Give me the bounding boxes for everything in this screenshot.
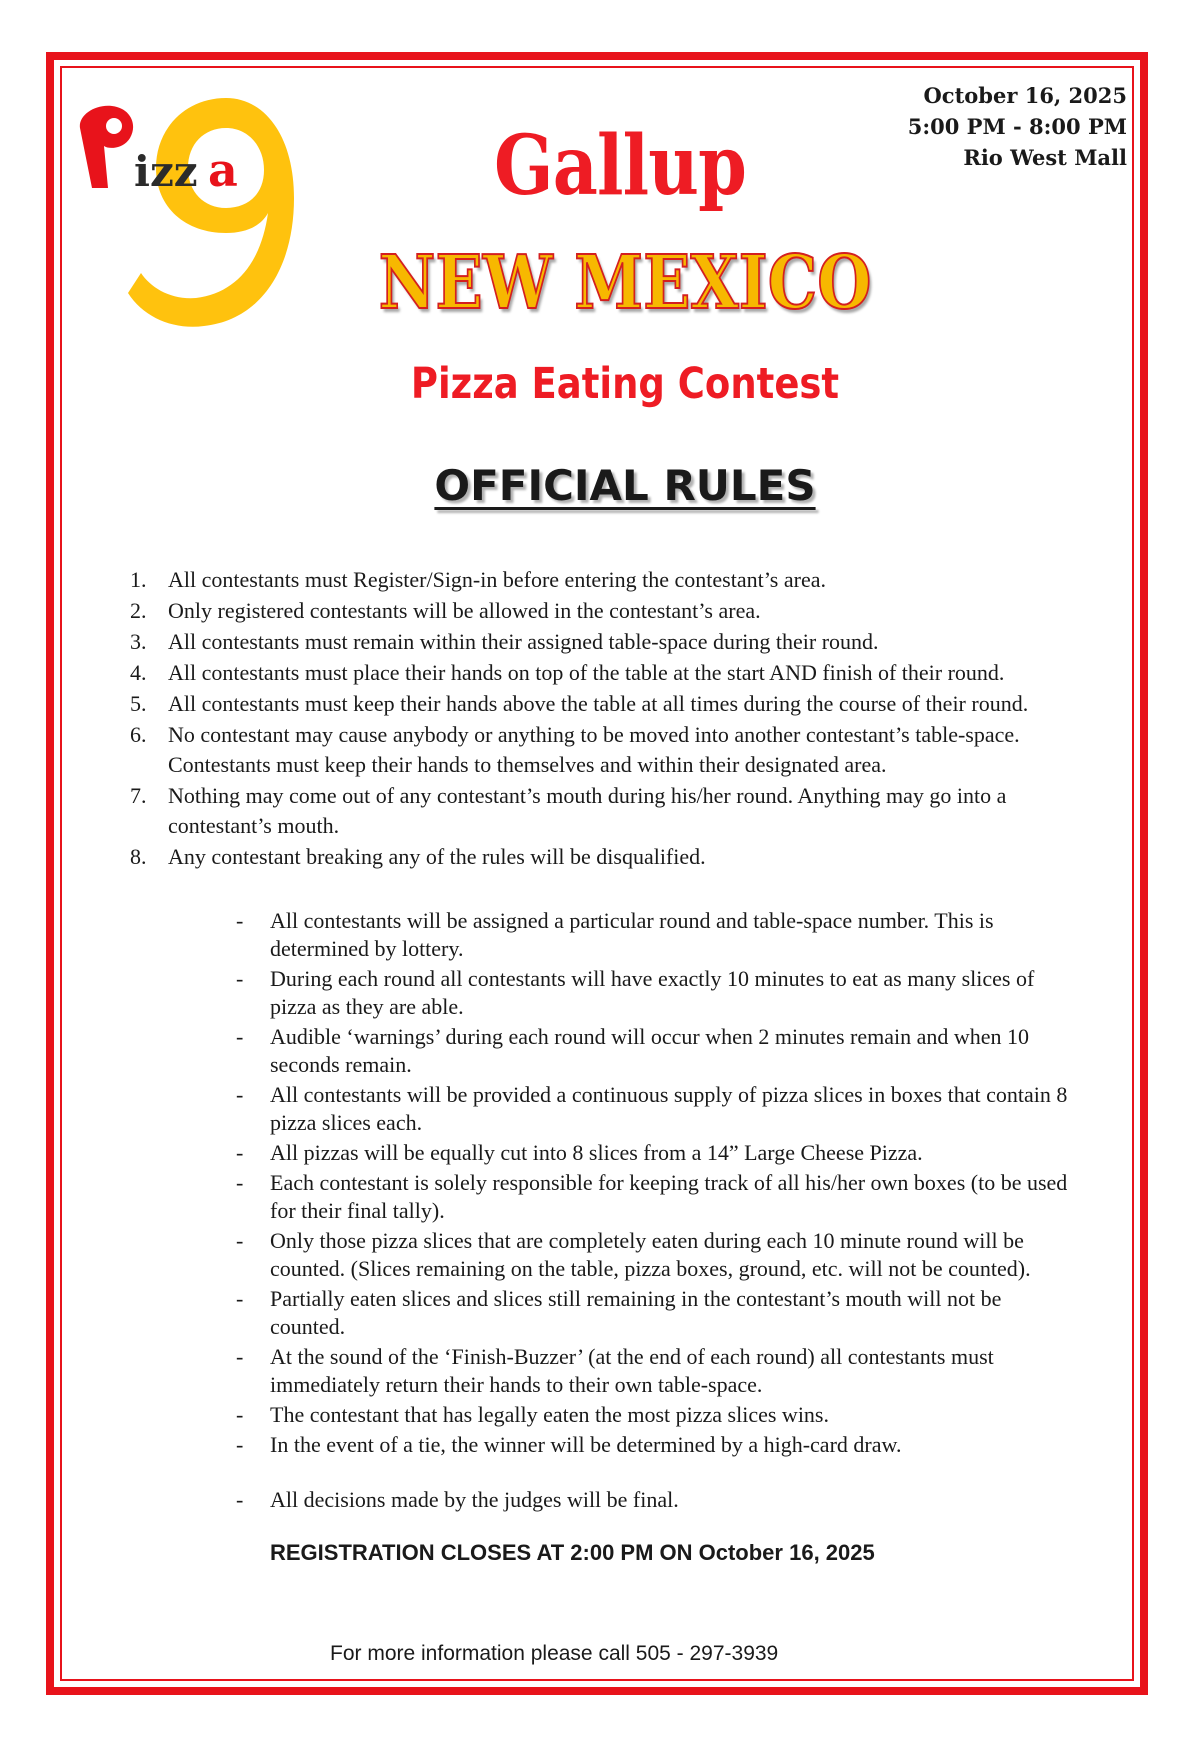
rule-number: 4. [130,660,147,685]
official-rules-heading-text: OFFICIAL RULES [434,461,816,510]
sub-rule-dash: - [236,1024,244,1049]
sub-rule-dash: - [236,1082,244,1107]
sub-rule-item [230,1401,1080,1429]
rule-number: 5. [130,691,147,716]
title-city: Gallup [494,118,746,214]
final-decision-text: All decisions made by the judges will be final. [270,1487,679,1512]
sub-rule-text: All pizzas will be equally cut into 8 slices from a 14” Large Cheese Pizza. [270,1140,923,1165]
rule-text: Only registered contestants will be allowed in the contestant’s area. [168,598,761,623]
event-venue: Rio West Mall [963,145,1127,170]
rule-number: 8. [130,844,147,869]
rule-item [120,565,1080,595]
sub-rule-dash: - [236,908,244,933]
sub-rule-text: Each contestant is solely responsible for keeping track of all his/her own boxes (to be used for their final tally). [270,1170,1068,1223]
rule-item [120,627,1080,657]
rule-item [120,720,1080,780]
rule-text: Any contestant breaking any of the rules will be disqualified. [168,844,706,869]
event-time: 5:00 PM - 8:00 PM [907,114,1127,139]
sub-rule-text: At the sound of the ‘Finish-Buzzer’ (at the end of each round) all contestants must immediately return their hands to their own table-space. [270,1344,994,1397]
sub-rule-item [230,1285,1080,1341]
sub-rule-item [230,1139,1080,1167]
sub-rule-text: During each round all contestants will have exactly 10 minutes to eat as many slices of pizza as they are able. [270,966,1035,1019]
sub-rule-dash: - [236,1344,244,1369]
sub-rule-item [230,1081,1080,1137]
rule-text: All contestants must remain within their assigned table-space during their round. [168,629,879,654]
event-info [908,80,1127,173]
sub-rules-list [230,907,1080,1461]
sub-rule-item [230,1169,1080,1225]
sub-rule-item [230,1227,1080,1283]
sub-rule-dash: - [236,1170,244,1195]
final-decision-note [230,1486,1080,1514]
rule-number: 2. [130,598,147,623]
sub-rule-text: The contestant that has legally eaten the most pizza slices wins. [270,1402,829,1427]
sub-rule-dash: - [236,966,244,991]
rule-number: 3. [130,629,147,654]
rules-list [120,565,1080,873]
sub-rule-item [230,1023,1080,1079]
svg-text:a: a [208,143,238,197]
title-contest: Pizza Eating Contest [410,359,840,409]
registration-deadline: REGISTRATION CLOSES AT 2:00 PM ON October 16, 2025 [270,1540,875,1565]
svg-text:izz: izz [134,147,198,196]
rule-item [120,842,1080,872]
sub-rule-text: Audible ‘warnings’ during each round will occur when 2 minutes remain and when 10 seconds remain. [270,1024,1029,1077]
sub-rule-item [230,1343,1080,1399]
official-rules-heading [300,458,950,514]
event-date: October 16, 2025 [923,83,1127,108]
sub-rule-text: Partially eaten slices and slices still remaining in the contestant’s mouth will not be counted. [270,1286,1002,1339]
rule-item [120,781,1080,841]
sub-rule-item [230,1431,1080,1459]
rule-text: All contestants must place their hands on top of the table at the start AND finish of their round. [168,660,1005,685]
rule-text: All contestants must Register/Sign-in before entering the contestant’s area. [168,567,826,592]
contact-info: For more information please call 505 - 297-3939 [330,1642,779,1665]
sub-rule-item [230,965,1080,1021]
final-decision-dash: - [236,1487,244,1512]
sub-rule-dash: - [236,1140,244,1165]
pizza-9-logo [76,88,336,338]
sub-rule-dash: - [236,1432,244,1457]
rule-item [120,689,1080,719]
rule-text: Nothing may come out of any contestant’s mouth during his/her round. Anything may go into a contestant’s mouth. [168,783,1007,838]
rule-text: No contestant may cause anybody or anything to be moved into another contestant’s table-space. Contestants must keep their hands to themselves and within their designated area. [168,722,1020,777]
rule-item [120,658,1080,688]
rule-number: 6. [130,722,147,747]
rule-number: 1. [130,567,147,592]
sub-rule-item [230,907,1080,963]
rule-item [120,596,1080,626]
logo-number-nine [128,98,294,327]
sub-rule-dash: - [236,1286,244,1311]
sub-rule-text: In the event of a tie, the winner will be determined by a high-card draw. [270,1432,902,1457]
sub-rule-dash: - [236,1402,244,1427]
title-state: NEW MEXICO [378,240,872,326]
sub-rule-text: All contestants will be provided a continuous supply of pizza slices in boxes that contain 8 pizza slices each. [270,1082,1068,1135]
sub-rule-dash: - [236,1228,244,1253]
sub-rule-text: Only those pizza slices that are completely eaten during each 10 minute round will be counted. (Slices remaining on the table, pizza boxes, ground, etc. will not be counted). [270,1228,1031,1281]
rule-number: 7. [130,783,147,808]
rule-text: All contestants must keep their hands above the table at all times during the course of their round. [168,691,1029,716]
sub-rule-text: All contestants will be assigned a particular round and table-space number. This is determined by lottery. [270,908,994,961]
